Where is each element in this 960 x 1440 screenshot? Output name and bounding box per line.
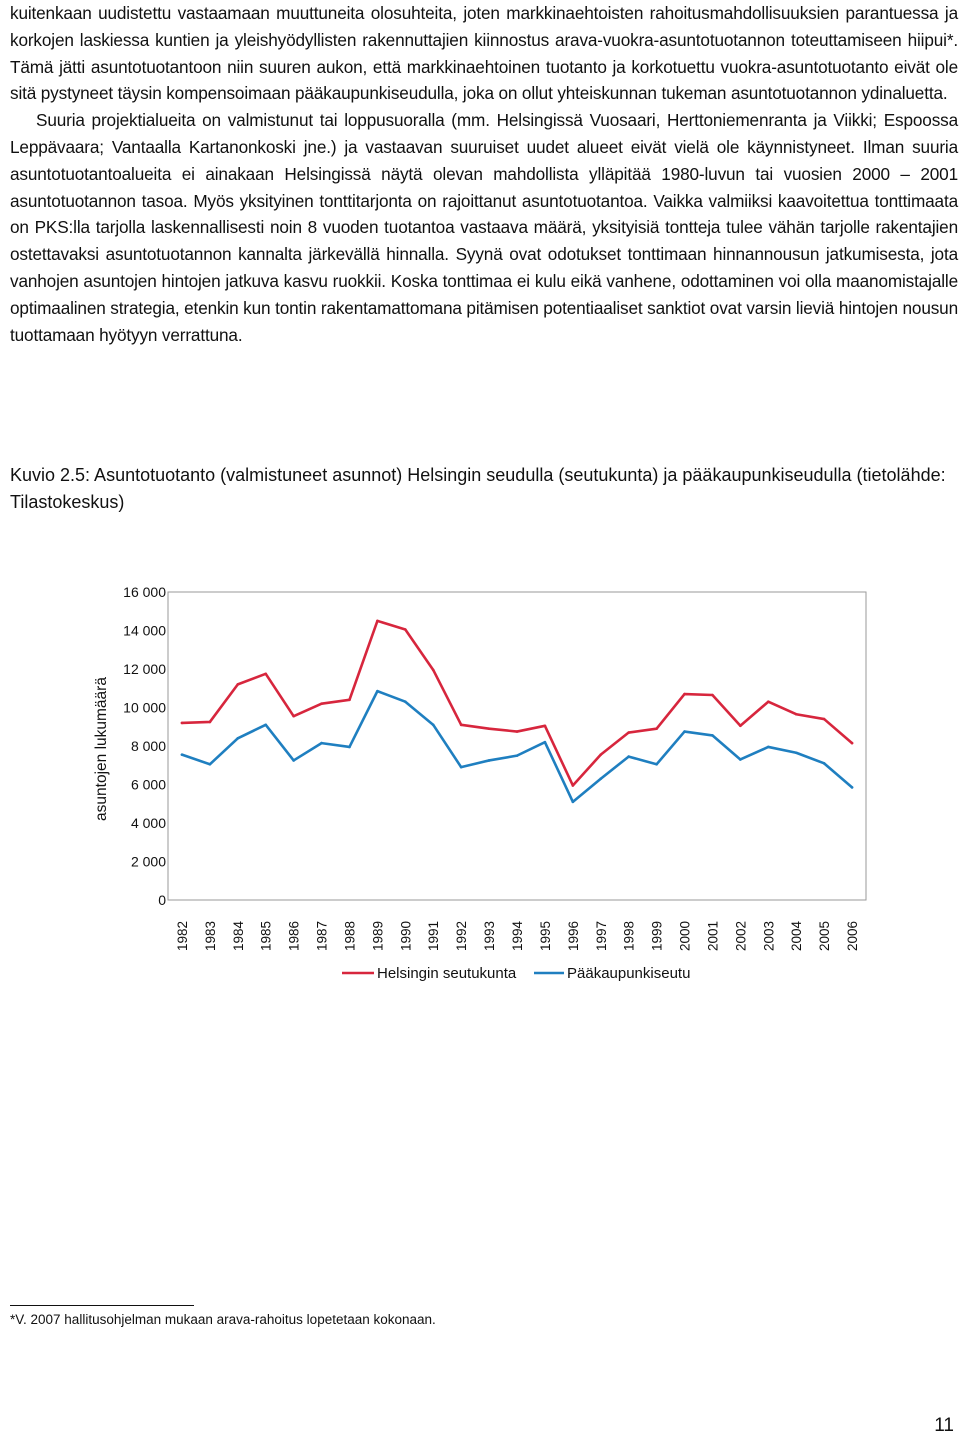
data-point	[599, 753, 602, 756]
data-point	[572, 784, 575, 787]
x-tick-label: 1985	[258, 920, 274, 952]
data-point	[376, 620, 379, 623]
x-tick-label: 1997	[593, 920, 609, 952]
data-point	[209, 721, 212, 724]
y-tick-label: 14 000	[123, 622, 166, 639]
data-point	[795, 713, 798, 716]
data-point	[376, 690, 379, 693]
data-point	[181, 722, 184, 725]
data-point	[795, 751, 798, 754]
data-point	[432, 724, 435, 727]
x-tick-label: 1984	[230, 920, 246, 952]
x-tick-label: 1998	[621, 920, 637, 952]
y-tick-label: 8 000	[130, 738, 166, 754]
series-line-helsingin-seutukunta	[182, 621, 852, 786]
y-tick-label: 6 000	[130, 776, 166, 793]
x-tick-label: 1982	[174, 920, 190, 952]
data-point	[348, 746, 351, 749]
data-point	[711, 734, 714, 737]
x-tick-label: 2003	[761, 920, 777, 952]
data-point	[823, 762, 826, 765]
paragraph-2: Suuria projektialueita on valmistunut tai loppusuoralla (mm. Helsingissä Vuosaari, Herttoniemenranta ja Viikki; Espoossa Leppävaara; Vantaalla Kartanonkoski jne.) ja vastaavan suuruiset uudet alueet eivät vielä ole käynnistyneet. Ilman suuria asuntotuotantoalueita ei ainakaan Helsingissä näytä olevan mahdollista ylläpitää 1980-luvun tai vuosien 2000 – 2001 asuntotuotannon tasoa. Myös yksityinen tonttitarjonta on rajoittanut asuntotuotantoa. Vaikka valmiiksi kaavoitettua tonttimaata on PKS:lla tarjolla laskennallisesti noin 8 vuoden tuotantoa vastaava määrä, yksityisiä tontteja tulee vähän tarjolle rakentajien ostettavaksi asuntotuotannon kannalta järkevällä hinnalla. Syynä ovat odotukset tonttimaan hinnannousun jatkumisesta, jota vanhojen asuntojen hintojen jatkuva kasvu ruokkii. Koska tonttimaa ei kulu eikä vanhene, odottaminen voi olla maanomistajalle optimaalinen strategia, etenkin kun tontin rakentamattomana pitämisen potentiaaliset sanktiot ovat varsin lieviä hintojen nousun tuottamaan hyötyyn verrattuna.	[10, 110, 958, 345]
data-point	[264, 724, 267, 727]
line-chart	[0, 560, 960, 1000]
data-point	[851, 786, 854, 789]
y-tick-label: 12 000	[123, 661, 166, 677]
x-tick-label: 2004	[789, 920, 805, 952]
data-point	[544, 724, 547, 727]
data-point	[599, 777, 602, 780]
x-tick-label: 1993	[482, 920, 498, 952]
data-point	[767, 700, 770, 703]
data-point	[264, 673, 267, 676]
data-point	[544, 741, 547, 744]
x-tick-label: 2000	[677, 920, 693, 952]
data-point	[711, 694, 714, 697]
data-point	[320, 742, 323, 745]
data-point	[488, 727, 491, 730]
data-point	[460, 766, 463, 769]
data-point	[739, 758, 742, 761]
x-tick-label: 1983	[202, 920, 218, 952]
y-tick-label: 2 000	[130, 853, 166, 870]
y-tick-label: 4 000	[130, 815, 166, 831]
data-point	[209, 763, 212, 766]
data-point	[237, 737, 240, 740]
data-point	[404, 628, 407, 631]
data-point	[432, 669, 435, 672]
data-point	[739, 724, 742, 727]
x-tick-label: 1991	[426, 920, 442, 952]
data-point	[516, 754, 519, 757]
y-tick-label: 10 000	[123, 699, 166, 716]
y-axis-label: asuntojen lukumäärä	[93, 677, 110, 821]
page-number: 11	[934, 1415, 954, 1436]
x-tick-label: 2002	[733, 920, 749, 952]
footnote-rule	[10, 1305, 194, 1306]
paragraph-1: kuitenkaan uudistettu vastaamaan muuttuneita olosuhteita, joten markkinaehtoisten rahoitusmahdollisuuksien parantuessa ja korkojen laskiessa kuntien ja yleishyödyllisten rakennuttajien kiinnostus arava-vuokra-asuntotuotannon toteuttamiseen hiipui*. Tämä jätti asuntotuotantoon niin suuren aukon, että markkinaehtoinen tuotanto ja korkotuettu vuokra-asuntotuotanto eivät ole sitä pystyneet täysin kompensoimaan pääkaupunkiseudulla, joka on ollut yhteiskunnan tukeman asuntotuotannon ydinaluetta.	[10, 3, 958, 104]
x-tick-label: 1986	[286, 920, 302, 952]
x-tick-label: 1994	[510, 920, 525, 952]
chart-container	[0, 560, 960, 1000]
data-point	[516, 730, 519, 733]
x-tick-label: 2005	[817, 920, 833, 952]
x-tick-label: 1999	[649, 920, 665, 952]
x-tick-label: 1990	[398, 920, 414, 952]
legend-label: Pääkaupunkiseutu	[567, 965, 691, 982]
data-point	[460, 724, 463, 727]
data-point	[767, 746, 770, 749]
body-text	[10, 0, 958, 348]
x-tick-label: 1995	[537, 920, 553, 952]
series-line-paakaupunkiseutu	[182, 691, 852, 802]
data-point	[683, 730, 686, 733]
data-point	[683, 693, 686, 696]
plot-area-frame	[168, 592, 866, 900]
data-point	[348, 699, 351, 702]
x-tick-label: 1988	[342, 920, 358, 952]
y-tick-label: 16 000	[123, 584, 166, 600]
data-point	[823, 718, 826, 721]
x-tick-label: 1987	[314, 920, 330, 952]
data-point	[320, 702, 323, 705]
data-point	[851, 742, 854, 745]
x-tick-label: 2006	[845, 920, 861, 952]
data-point	[627, 755, 630, 758]
legend-label: Helsingin seutukunta	[377, 965, 517, 982]
x-tick-label: 2001	[705, 920, 721, 952]
data-point	[627, 731, 630, 734]
y-tick-label: 0	[158, 892, 166, 908]
data-point	[181, 753, 184, 756]
x-tick-label: 1996	[565, 920, 581, 952]
data-point	[488, 759, 491, 762]
data-point	[292, 759, 295, 762]
data-point	[404, 700, 407, 703]
figure-caption: Kuvio 2.5: Asuntotuotanto (valmistuneet asunnot) Helsingin seudulla (seutukunta) ja pääkaupunkiseudulla (tietolähde: Tilastokeskus)	[10, 465, 946, 512]
footnote: *V. 2007 hallitusohjelman mukaan arava-rahoitus lopetetaan kokonaan.	[10, 1312, 436, 1327]
data-point	[655, 763, 658, 766]
data-point	[237, 683, 240, 686]
x-tick-label: 1992	[454, 920, 470, 952]
data-point	[655, 727, 658, 730]
data-point	[572, 801, 575, 804]
x-tick-label: 1989	[370, 920, 386, 952]
data-point	[292, 715, 295, 718]
